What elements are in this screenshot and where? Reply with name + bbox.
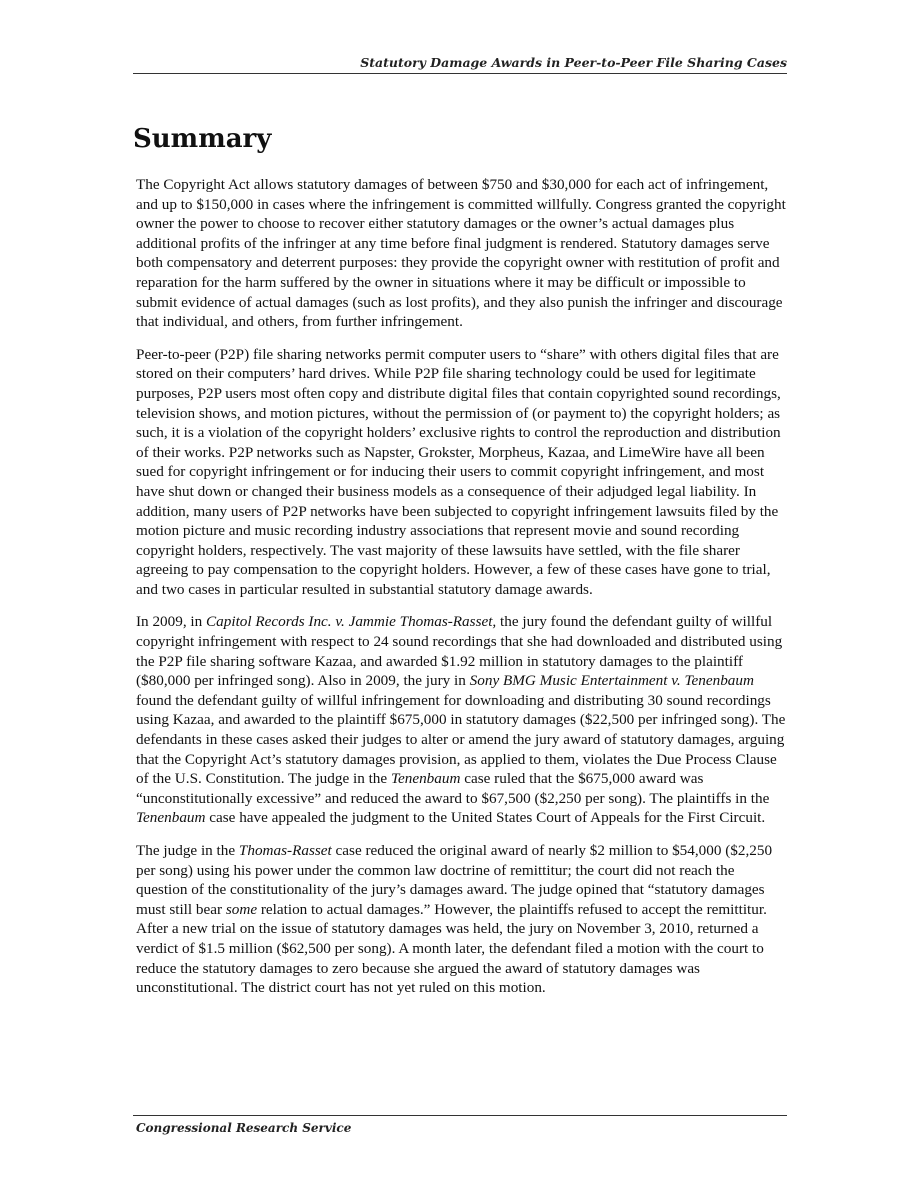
- p3-text-e: case have appealed the judgment to the United States Court of Appeals for the First Circuit.: [205, 809, 766, 827]
- footer-rule: [133, 1115, 787, 1116]
- paragraph-1: The Copyright Act allows statutory damages of between $750 and $30,000 for each act of infringement, and up to $150,000 in cases where the infringement is committed willfully. Congress granted the copyright owner the power to choose to recover either statutory damages or the owner’s actual damages plus additional profits of the infringer at any time before final judgment is rendered. Statutory damages serve both compensatory and deterrent purposes: they provide the copyright owner with restitution of profit and reparation for the harm suffered by the owner in situations where it may be difficult or impossible to submit evidence of actual damages (such as lost profits), and they also punish the infringer and discourage that individual, and others, from further infringement.: [136, 176, 786, 331]
- summary-body: [136, 175, 788, 1011]
- p4-text-a: The judge in the: [136, 842, 239, 859]
- p3-text-b: the jury found the defendant guilty of willful copyright infringement with respect to 24 sound recordings that she had downloaded and distributed using the P2P file sharing software Kazaa, and awarded $1.92 million in statutory damages to the plaintiff ($80,000 per infringed song). Also in 2009, the jury in: [136, 613, 783, 690]
- p3-text-c: found the defendant guilty of willful infringement for downloading and distributing 30 sound recordings using Kazaa, and awarded to the plaintiff $675,000 in statutory damages ($22,500 per infringed song). The defendants in these cases asked their judges to alter or amend the jury award of statutory damages, arguing that the Copyright Act’s statutory damages provision, as applied to them, violates the Due Process Clause of the U.S. Constitution. The judge in the: [136, 691, 786, 788]
- case-name-thomas-rasset: Capitol Records Inc. v. Jammie Thomas-Rasset,: [206, 613, 497, 631]
- footer-source: Congressional Research Service: [136, 1121, 352, 1135]
- header-rule: [133, 73, 787, 74]
- paragraph-2: Peer-to-peer (P2P) file sharing networks permit computer users to “share” with others digital files that are stored on their computers’ hard drives. While P2P file sharing technology could be used for legitimate purposes, P2P users most often copy and distribute digital files that contain copyrighted sound recordings, television shows, and motion pictures, without the permission of (or payment to) the copyright holders; as such, it is a violation of the copyright holders’ exclusive rights to control the reproduction and distribution of their works. P2P networks such as Napster, Grokster, Morpheus, Kazaa, and LimeWire have all been sued for copyright infringement or for inducing their users to commit copyright infringement, and most have shut down or changed their business models as a consequence of their adjudged legal liability. In addition, many users of P2P networks have been subjected to copyright infringement lawsuits filed by the motion picture and music recording industry associations that represent movie and sound recording copyright holders, respectively. The vast majority of these lawsuits have settled, with the file sharer agreeing to pay compensation to the copyright holders. However, a few of these cases have gone to trial, and two cases in particular resulted in substantial statutory damage awards.: [136, 345, 781, 598]
- p3-text-d: case ruled that the $675,000 award was “unconstitutionally excessive” and reduced the award to $67,500 ($2,250 per song). The plaintiffs in the: [136, 770, 770, 807]
- case-name-thomas-rasset: Thomas-Rasset: [238, 842, 332, 859]
- emphasis-some: some: [225, 900, 258, 918]
- section-heading: Summary: [133, 124, 272, 154]
- running-header-title: Statutory Damage Awards in Peer-to-Peer File Sharing Cases: [360, 55, 787, 70]
- paragraph-4: [136, 841, 788, 998]
- p4-text-b: case reduced the original award of nearly $2 million to $54,000 ($2,250 per song) using his power under the common law doctrine of remittitur; the court did not reach the question of the constitutionality of the jury’s damages award. The judge opined that “statutory damages must still bear: [136, 842, 773, 918]
- p4-text-c: relation to actual damages.” However, the plaintiffs refused to accept the remittitur. After a new trial on the issue of statutory damages was held, the jury on November 3, 2010, returned a verdict of $1.5 million ($62,500 per song). A month later, the defendant filed a motion with the court to reduce the statutory damages to zero because she argued the award of statutory damages was unconstitutional. The district court has not yet ruled on this motion.: [136, 900, 767, 997]
- p3-text-a: In 2009, in: [136, 613, 207, 631]
- case-name-sony-tenenbaum: Sony BMG Music Entertainment v. Tenenbaum: [469, 672, 754, 690]
- case-name-tenenbaum: Tenenbaum: [136, 809, 206, 827]
- paragraph-3: [136, 612, 788, 828]
- case-name-tenenbaum: Tenenbaum: [390, 770, 461, 788]
